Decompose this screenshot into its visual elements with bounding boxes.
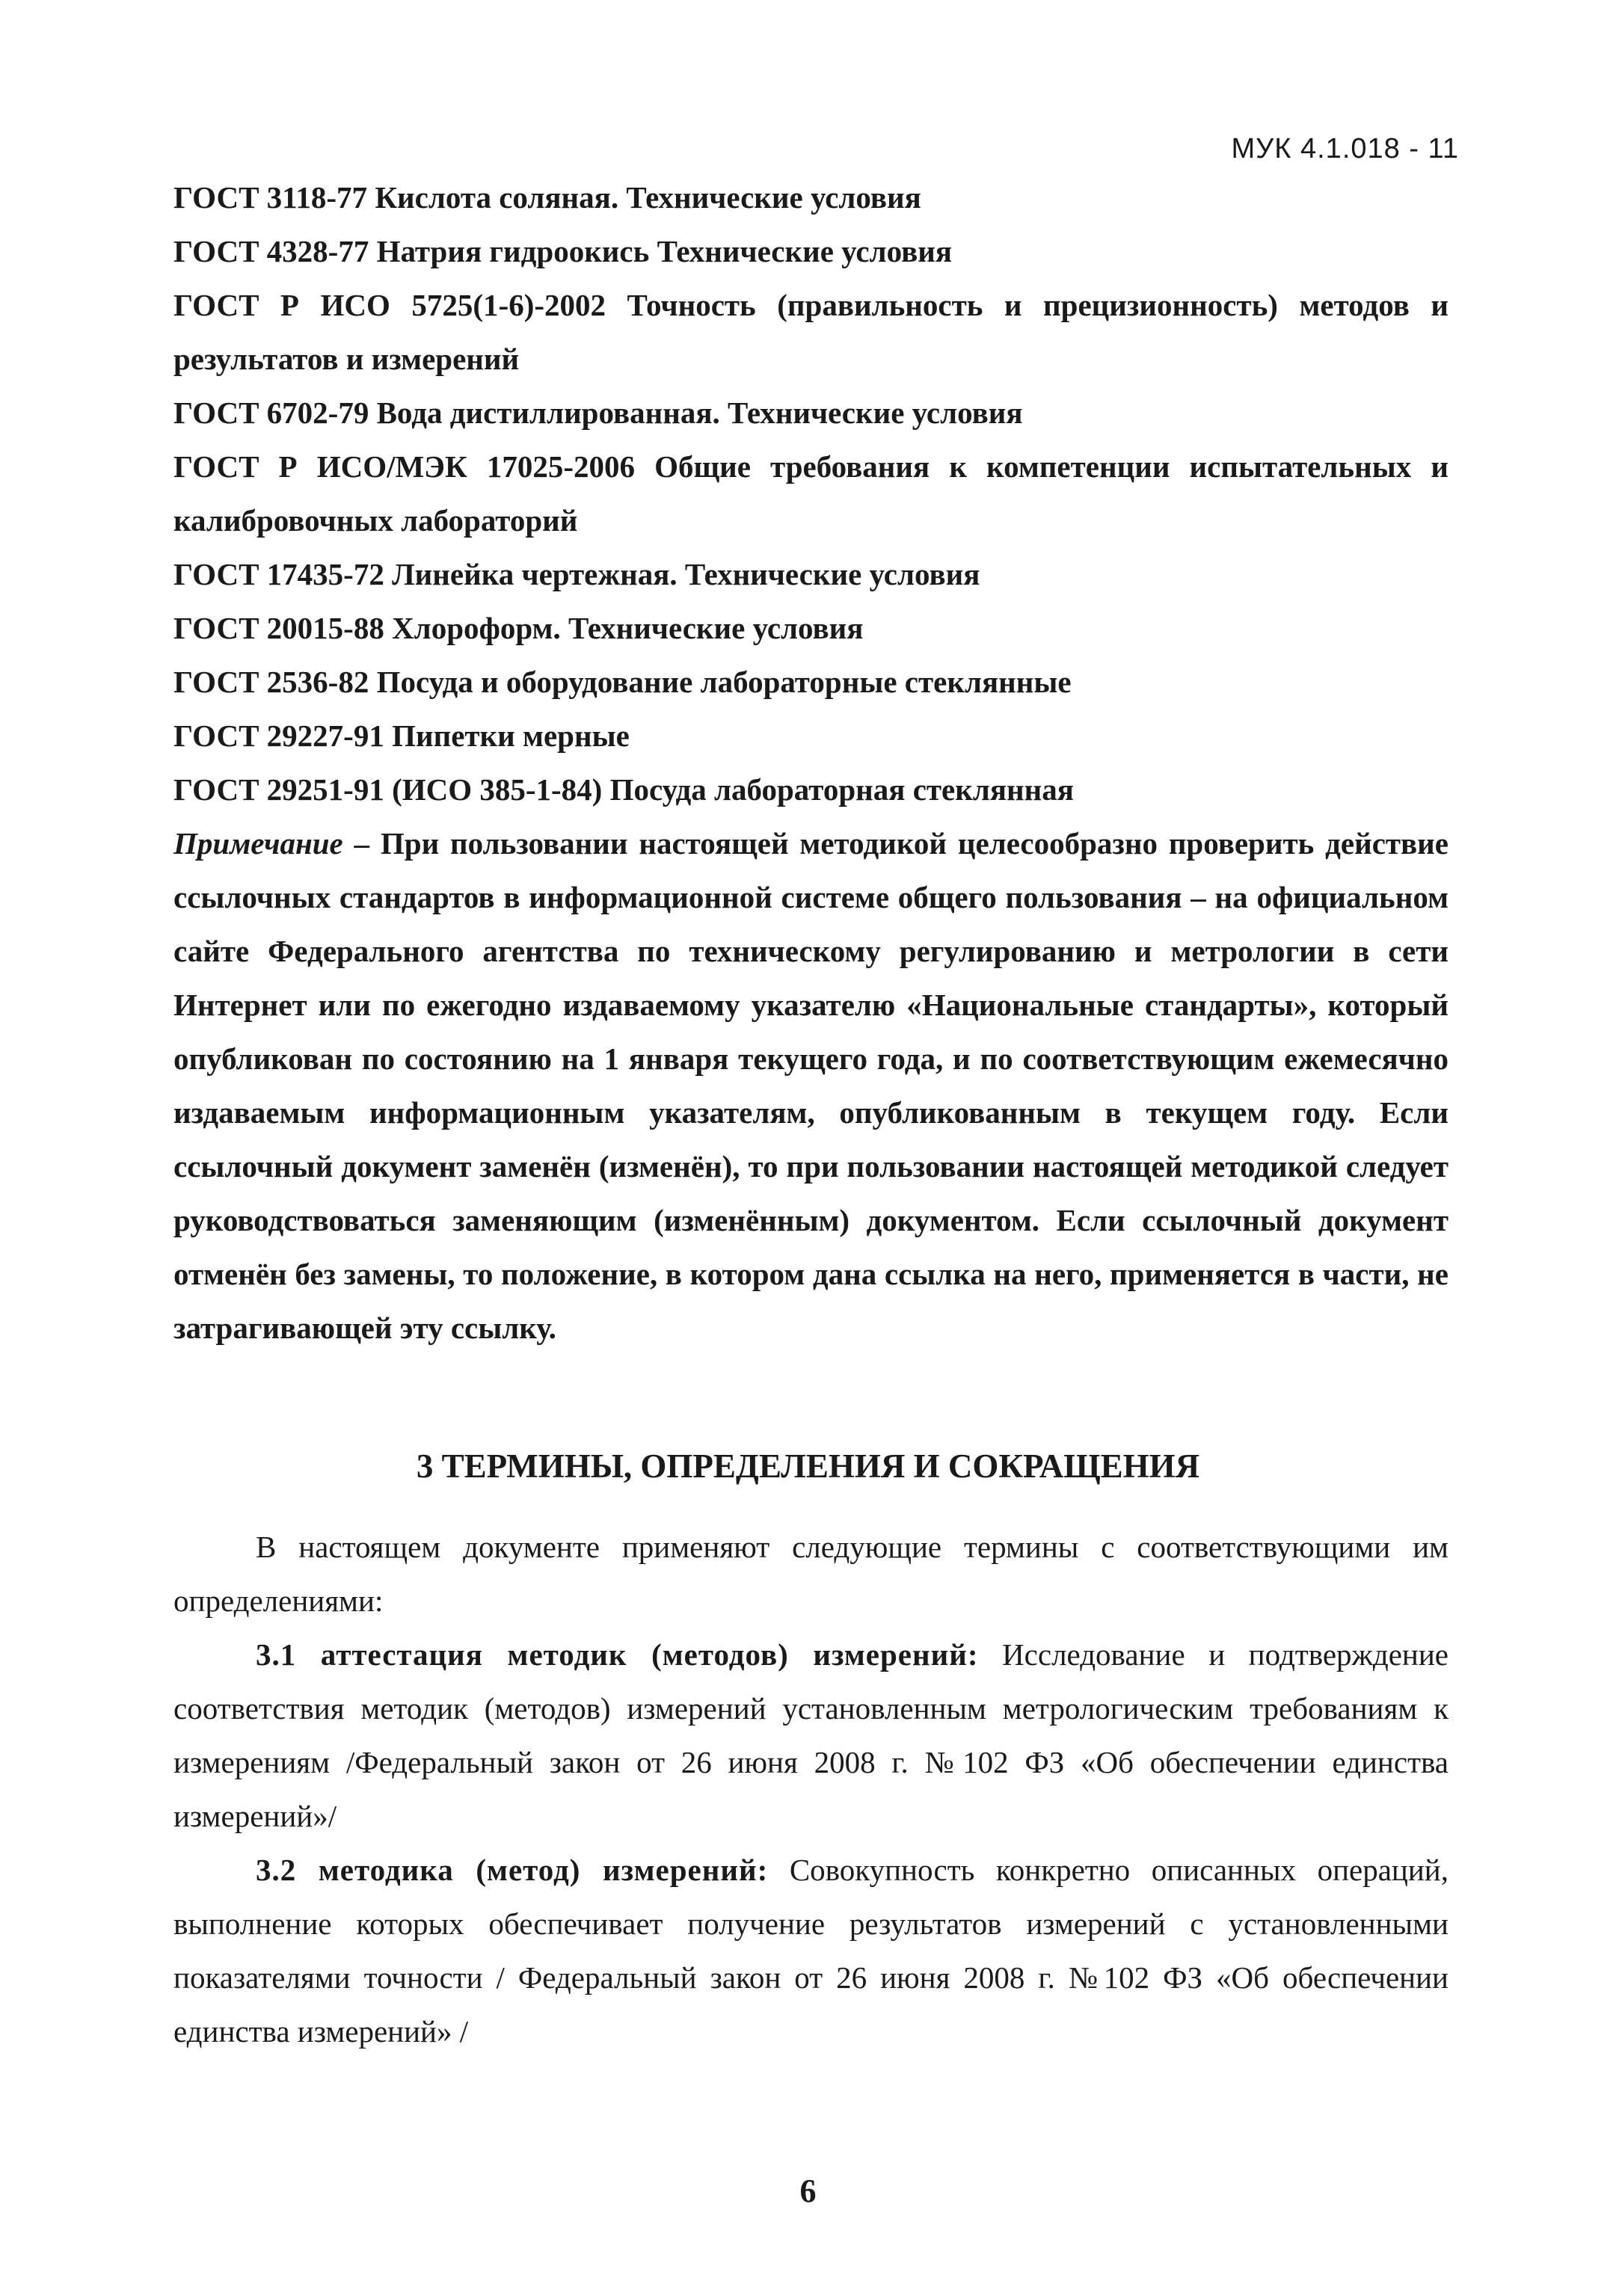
reference-title: Пипетки мерные <box>392 718 630 753</box>
reference-title: Кислота соляная. Технические условия <box>375 180 921 215</box>
reference-title: Линейка чертежная. Технические условия <box>392 557 980 591</box>
section-heading: 3 ТЕРМИНЫ, ОПРЕДЕЛЕНИЯ И СОКРАЩЕНИЯ <box>416 1447 1200 1485</box>
reference-code: ГОСТ 17435-72 <box>173 557 384 591</box>
reference-item <box>173 655 1448 709</box>
reference-title: Вода дистиллированная. Технические условия <box>376 396 1023 430</box>
reference-code: ГОСТ 3118-77 <box>173 180 368 215</box>
note-label: Примечание <box>173 826 343 861</box>
definition-term: 3.2 методика (метод) измерений: <box>256 1853 769 1887</box>
reference-code: ГОСТ 20015-88 <box>173 611 384 645</box>
reference-code: ГОСТ 2536-82 <box>173 665 369 699</box>
reference-code: ГОСТ 4328-77 <box>173 234 369 268</box>
reference-item <box>173 170 1448 224</box>
reference-code: ГОСТ 29251-91 (ИСО 385-1-84) <box>173 772 603 807</box>
reference-title: Точность (правильность и прецизионность) методов и результатов и измерений <box>173 288 1448 376</box>
definition-item <box>173 1628 1448 1843</box>
reference-code: ГОСТ Р ИСО/МЭК 17025-2006 <box>173 449 635 484</box>
note-text: – При пользовании настоящей методикой целесообразно проверить действие ссылочных стандартов в информационной системе общего пользования – на официальном сайте Федерального агентства по техническому регулированию и метрологии в сети Интернет или по ежегодно издаваемому указателю «Национальные стандарты», который опубликован по состоянию на 1 января текущего года, и по соответствующим ежемесячно издаваемым информационным указателям, опубликованным в текущем году. Если ссылочный документ заменён (изменён), то при пользовании настоящей методикой следует руководствоваться заменяющим (изменённым) документом. Если ссылочный документ отменён без замены, то положение, в котором дана ссылка на него, применяется в части, не затрагивающей эту ссылку. <box>173 826 1448 1345</box>
reference-item <box>173 278 1448 386</box>
references-list <box>173 170 1448 1355</box>
reference-item <box>173 386 1448 440</box>
reference-title: Посуда лабораторная стеклянная <box>609 772 1074 807</box>
reference-title: Хлороформ. Технические условия <box>392 611 864 645</box>
reference-item <box>173 709 1448 763</box>
reference-title: Общие требования к компетенции испытательных и калибровочных лабораторий <box>173 449 1448 538</box>
definition-term: 3.1 аттестация методик (методов) измерений: <box>256 1637 979 1672</box>
definition-text: Совокупность конкретно описанных операций, выполнение которых обеспечивает получение результатов измерений с установленными показателями точности / Федеральный закон от 26 июня 2008 г. №102 ФЗ «Об обеспечении единства измерений» / <box>173 1853 1449 2049</box>
document-code: МУК 4.1.018 - 11 <box>1231 133 1459 164</box>
reference-code: ГОСТ 6702-79 <box>173 396 369 430</box>
note-paragraph <box>173 816 1448 1355</box>
section-intro: В настоящем документе применяют следующие термины с соответствующими им определениями: <box>173 1530 1448 1618</box>
definition-text: Исследование и подтверждение соответствия методик (методов) измерений установленным метрологическим требованиям к измерениям /Федеральный закон от 26 июня 2008 г. №102 ФЗ «Об обеспечении единства измерений»/ <box>173 1637 1449 1833</box>
page-number: 6 <box>799 2173 817 2209</box>
reference-code: ГОСТ Р ИСО 5725(1-6)-2002 <box>173 288 606 322</box>
reference-title: Натрия гидроокись Технические условия <box>376 234 953 268</box>
reference-item <box>173 763 1448 816</box>
definitions-block <box>173 1520 1448 2058</box>
reference-code: ГОСТ 29227-91 <box>173 718 384 753</box>
reference-title: Посуда и оборудование лабораторные стеклянные <box>376 665 1072 699</box>
reference-item <box>173 601 1448 655</box>
reference-item <box>173 547 1448 601</box>
reference-item <box>173 440 1448 547</box>
definition-item <box>173 1843 1448 2058</box>
reference-item <box>173 224 1448 278</box>
